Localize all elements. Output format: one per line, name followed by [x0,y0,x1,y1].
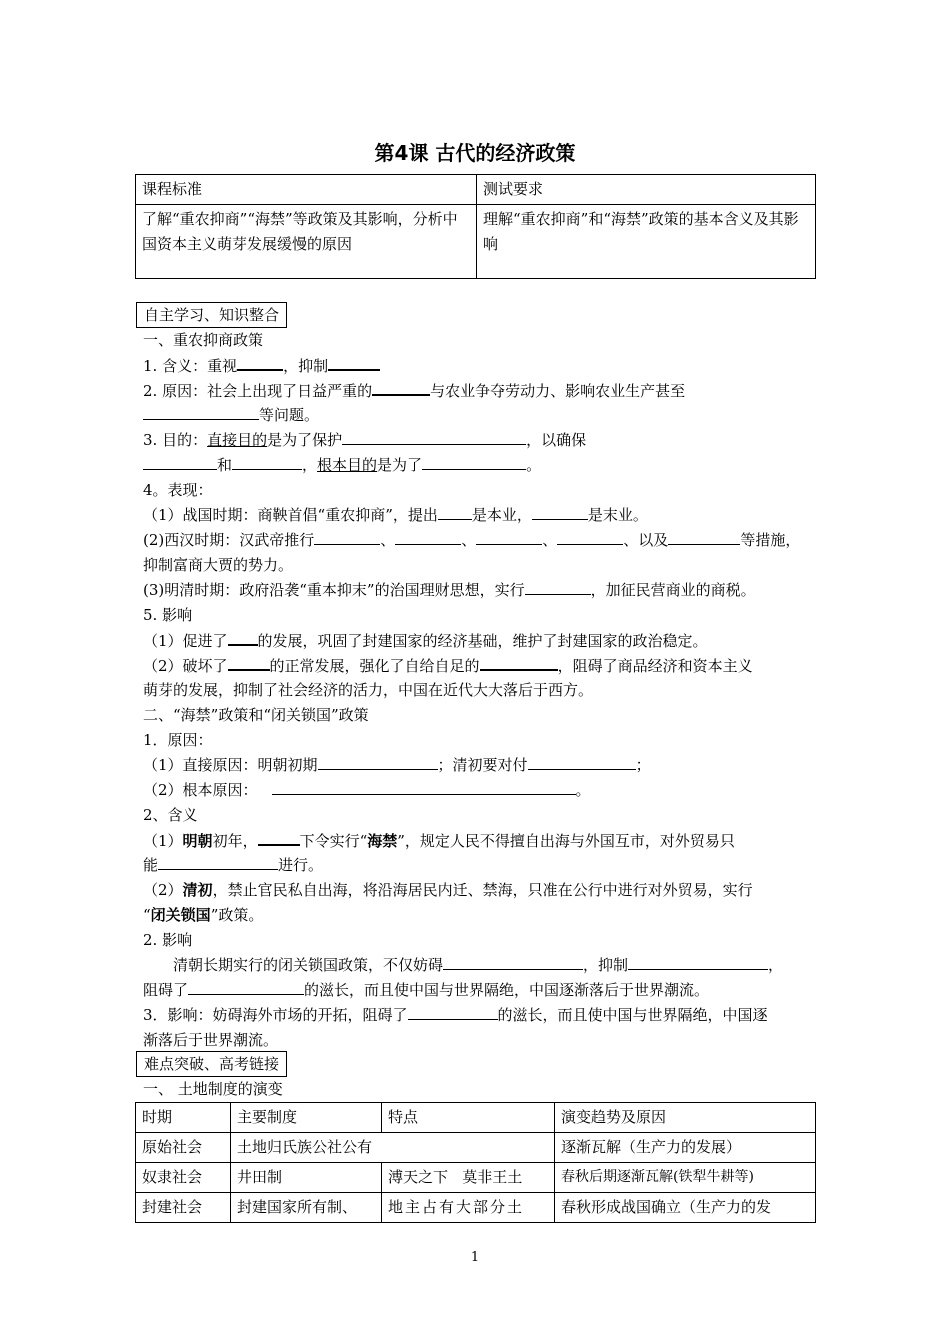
item-impact-3: 2. 影响 [143,931,193,949]
table-row: 奴隶社会 井田制 溥天之下 莫非王土 春秋后期逐渐瓦解(铁犁牛耕等) [136,1163,816,1193]
item-impact-3-text: 清朝长期实行的闭关锁国政策，不仅妨碍 ，抑制 ， [143,953,823,977]
section-heading-1: 一、重农抑商政策 [143,331,264,349]
section-box-self-study: 自主学习、知识整合 [136,302,287,328]
blank[interactable] [342,428,526,445]
blank[interactable] [258,828,300,846]
item-cause: 1．原因： [143,731,213,749]
blank[interactable] [143,453,217,470]
blank[interactable] [528,753,636,770]
item-meaning: 1. 含义：重视 ，抑制 [143,353,823,378]
item-impact-3-cont: 阻碍了 的滋长，而且使中国与世界隔绝，中国逐渐落后于世界潮流。 [143,978,823,1002]
page-number: 1 [470,1250,480,1265]
blank[interactable] [422,453,526,470]
blank[interactable] [480,653,558,671]
blank[interactable] [314,528,380,545]
item-reason: 2. 原因：社会上出现了日益严重的 与农业争夺劳动力、影响农业生产甚至 [143,378,823,403]
item-manifestation: 4。表现： [143,481,213,499]
item-direct-cause: （1）直接原因：明朝初期 ；清初要对付 ； [143,753,823,777]
blank[interactable] [628,953,768,970]
blank[interactable] [443,953,583,970]
blank[interactable] [438,503,472,520]
land-system-table [135,1102,816,1223]
item-impact-4-cont: 渐落后于世界潮流。 [143,1031,279,1049]
blank[interactable] [525,578,591,595]
blank[interactable] [318,753,438,770]
item-ming-haijin-cont: 能 进行。 [143,853,823,877]
table-row: 封建社会 封建国家所有制、 地主占有大部分土 春秋形成战国确立（生产力的发 [136,1193,816,1223]
section-box-difficulty: 难点突破、高考链接 [136,1051,287,1077]
blank[interactable] [158,853,278,870]
standards-cell-2: 理解“重农抑商”和“海禁”政策的基本含义及其影响 [477,205,816,279]
land-header-period: 时期 [136,1103,231,1133]
blank[interactable] [372,378,430,396]
item-impact-1: （1）促进了 的发展，巩固了封建国家的经济基础，维护了封建国家的政治稳定。 [143,628,823,653]
item-impact-4: 3．影响：妨碍海外市场的开拓，阻碍了 的滋长，而且使中国与世界隔绝，中国逐 [143,1003,823,1027]
land-header-trend: 演变趋势及原因 [555,1103,816,1133]
item-western-han: (2)西汉时期：汉武帝推行 、 、 、 、以及 等措施， [143,528,823,552]
section-heading-3: 一、 土地制度的演变 [143,1080,283,1098]
item-qing-closed: （2）清初，禁止官民私自出海，将沿海居民内迁、禁海，只准在公行中进行对外贸易，实行 [143,881,753,899]
land-header-system: 主要制度 [231,1103,382,1133]
standards-header-2: 测试要求 [477,175,816,205]
standards-cell-1: 了解“重农抑商”“海禁”等政策及其影响，分析中国资本主义萌芽发展缓慢的原因 [136,205,477,279]
item-qing-closed-cont: “闭关锁国”政策。 [143,906,264,924]
item-purpose-cont: 和 ，根本目的是为了 。 [143,453,823,477]
table-row: 原始社会 土地归氏族公社公有 逐渐瓦解（生产力的发展） [136,1133,816,1163]
blank[interactable] [668,528,740,545]
item-purpose: 3. 目的：直接目的是为了保护 ，以确保 [143,428,823,452]
blank[interactable] [143,403,259,420]
section-heading-2: 二、“海禁”政策和“闭关锁国”政策 [143,706,369,724]
item-reason-cont: 等问题。 [143,403,823,427]
item-root-cause: （2）根本原因： 。 [143,778,823,802]
standards-table [135,174,816,279]
item-ming-qing: (3)明清时期：政府沿袭“重本抑末”的治国理财思想，实行 ，加征民营商业的商税。 [143,578,823,602]
blank[interactable] [237,353,283,371]
blank[interactable] [557,528,623,545]
item-meaning-2: 2、含义 [143,806,198,824]
blank[interactable] [476,528,542,545]
blank[interactable] [408,1003,498,1020]
land-header-feature: 特点 [382,1103,555,1133]
item-impact: 5. 影响 [143,606,193,624]
blank[interactable] [228,628,258,646]
blank[interactable] [232,453,302,470]
standards-header-1: 课程标准 [136,175,477,205]
item-impact-2: （2）破坏了 的正常发展，强化了自给自足的 ，阻碍了商品经济和资本主义 [143,653,823,678]
blank[interactable] [188,978,304,995]
blank[interactable] [228,653,270,671]
blank[interactable] [272,778,576,795]
item-warring-states: （1）战国时期：商鞅首倡“重农抑商”，提出 是本业， 是末业。 [143,503,823,527]
blank[interactable] [532,503,588,520]
item-ming-haijin: （1）明朝初年， 下令实行“海禁”，规定人民不得擅自出海与外国互市，对外贸易只 [143,828,823,853]
item-impact-2-cont: 萌芽的发展，抑制了社会经济的活力，中国在近代大大落后于西方。 [143,681,594,699]
page-title: 第4课 古代的经济政策 [374,141,576,165]
blank[interactable] [328,353,380,371]
blank[interactable] [395,528,461,545]
item-western-han-cont: 抑制富商大贾的势力。 [143,556,294,574]
